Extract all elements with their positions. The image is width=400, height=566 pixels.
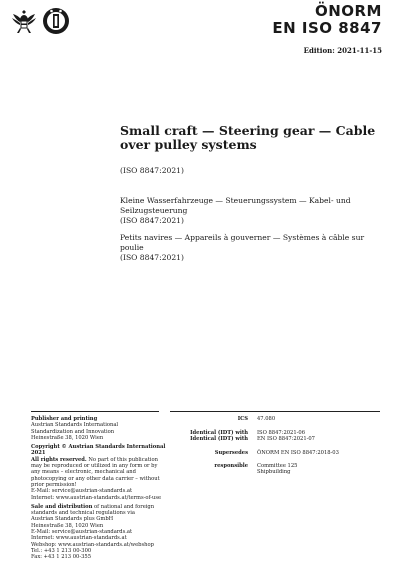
document-title: Small craft — Steering gear — Cable over pulley systems [120, 123, 376, 152]
divider-right [170, 411, 380, 412]
ics-label: ICS [237, 416, 248, 422]
supersedes-label: Supersedes [214, 450, 248, 456]
sale-line: Tel.: +43 1 213 00-300 [31, 547, 92, 554]
french-title-block [120, 233, 380, 263]
german-title-block [120, 196, 380, 226]
sale-line: Internet: www.austrian-standards.at [31, 535, 127, 542]
publisher-info [31, 416, 166, 561]
copyright-heading: Copyright © Austrian Standards International 2021 [31, 444, 166, 457]
german-ref: (ISO 8847:2021) [120, 216, 184, 225]
sale-line: Austrian Standards plus GmbH [31, 516, 114, 523]
identical-label: Identical (IDT) with [190, 430, 248, 436]
responsible-field: Shipbuilding [257, 469, 291, 476]
sale-line: E-Mail: service@austrian-standards.at [31, 529, 133, 536]
on-logo-icon [42, 7, 70, 35]
publisher-internet: Internet: www.austrian-standards.at/terms-of-use [31, 494, 162, 501]
supersedes-value: ÖNORM EN ISO 8847:2018-03 [257, 450, 339, 456]
sale-bold: Sale and distribution [31, 503, 93, 510]
publisher-email: E-Mail: service@austrian-standards.at [31, 488, 133, 495]
rights-text: No part of this publication may be reproduced or utilized in any form or by any means – electronic, mechanical and photocopying or any other data carrier – without prior permission! [31, 456, 160, 488]
german-title: Kleine Wasserfahrzeuge — Steuerungssystem — Kabel- und Seilzugsteuerung [120, 196, 351, 215]
identical-value: EN ISO 8847:2021-07 [257, 436, 315, 443]
standard-org: ÖNORM [314, 2, 382, 20]
sale-line: Fax: +43 1 213 00-355 [31, 554, 92, 561]
ics-value: 47.080 [257, 416, 276, 422]
iso-reference: (ISO 8847:2021) [120, 166, 184, 175]
divider-left [31, 411, 159, 412]
edition-date: Edition: 2021-11-15 [303, 46, 382, 55]
sale-text: of national and foreign standards and technical regulations via [31, 503, 155, 517]
french-ref: (ISO 8847:2021) [120, 253, 184, 262]
rights-bold: All rights reserved. [31, 456, 87, 463]
french-title: Petits navires — Appareils à gouverner — Systèmes à câble sur poulie [120, 233, 365, 252]
austrian-eagle-icon [9, 6, 39, 36]
responsible-label: responsible [214, 463, 248, 469]
publisher-line: Heinestraße 38, 1020 Wien [31, 434, 104, 441]
responsible-committee: Committee 125 [257, 463, 298, 469]
publisher-line: Standardization and Innovation [31, 428, 115, 435]
sale-line: Heinestraße 38, 1020 Wien [31, 522, 104, 529]
responsible-value [257, 463, 387, 476]
sale-line: Webshop: www.austrian-standards.at/webshop [31, 541, 154, 548]
identical-value: ISO 8847:2021-06 [257, 430, 306, 436]
standard-number: EN ISO 8847 [272, 19, 382, 37]
identical-label: Identical (IDT) with [190, 436, 248, 443]
publisher-heading: Publisher and printing [31, 416, 98, 422]
publisher-line: Austrian Standards International [31, 422, 119, 429]
rights-paragraph [31, 457, 166, 488]
sale-paragraph [31, 504, 166, 517]
standard-identifier [272, 3, 382, 37]
